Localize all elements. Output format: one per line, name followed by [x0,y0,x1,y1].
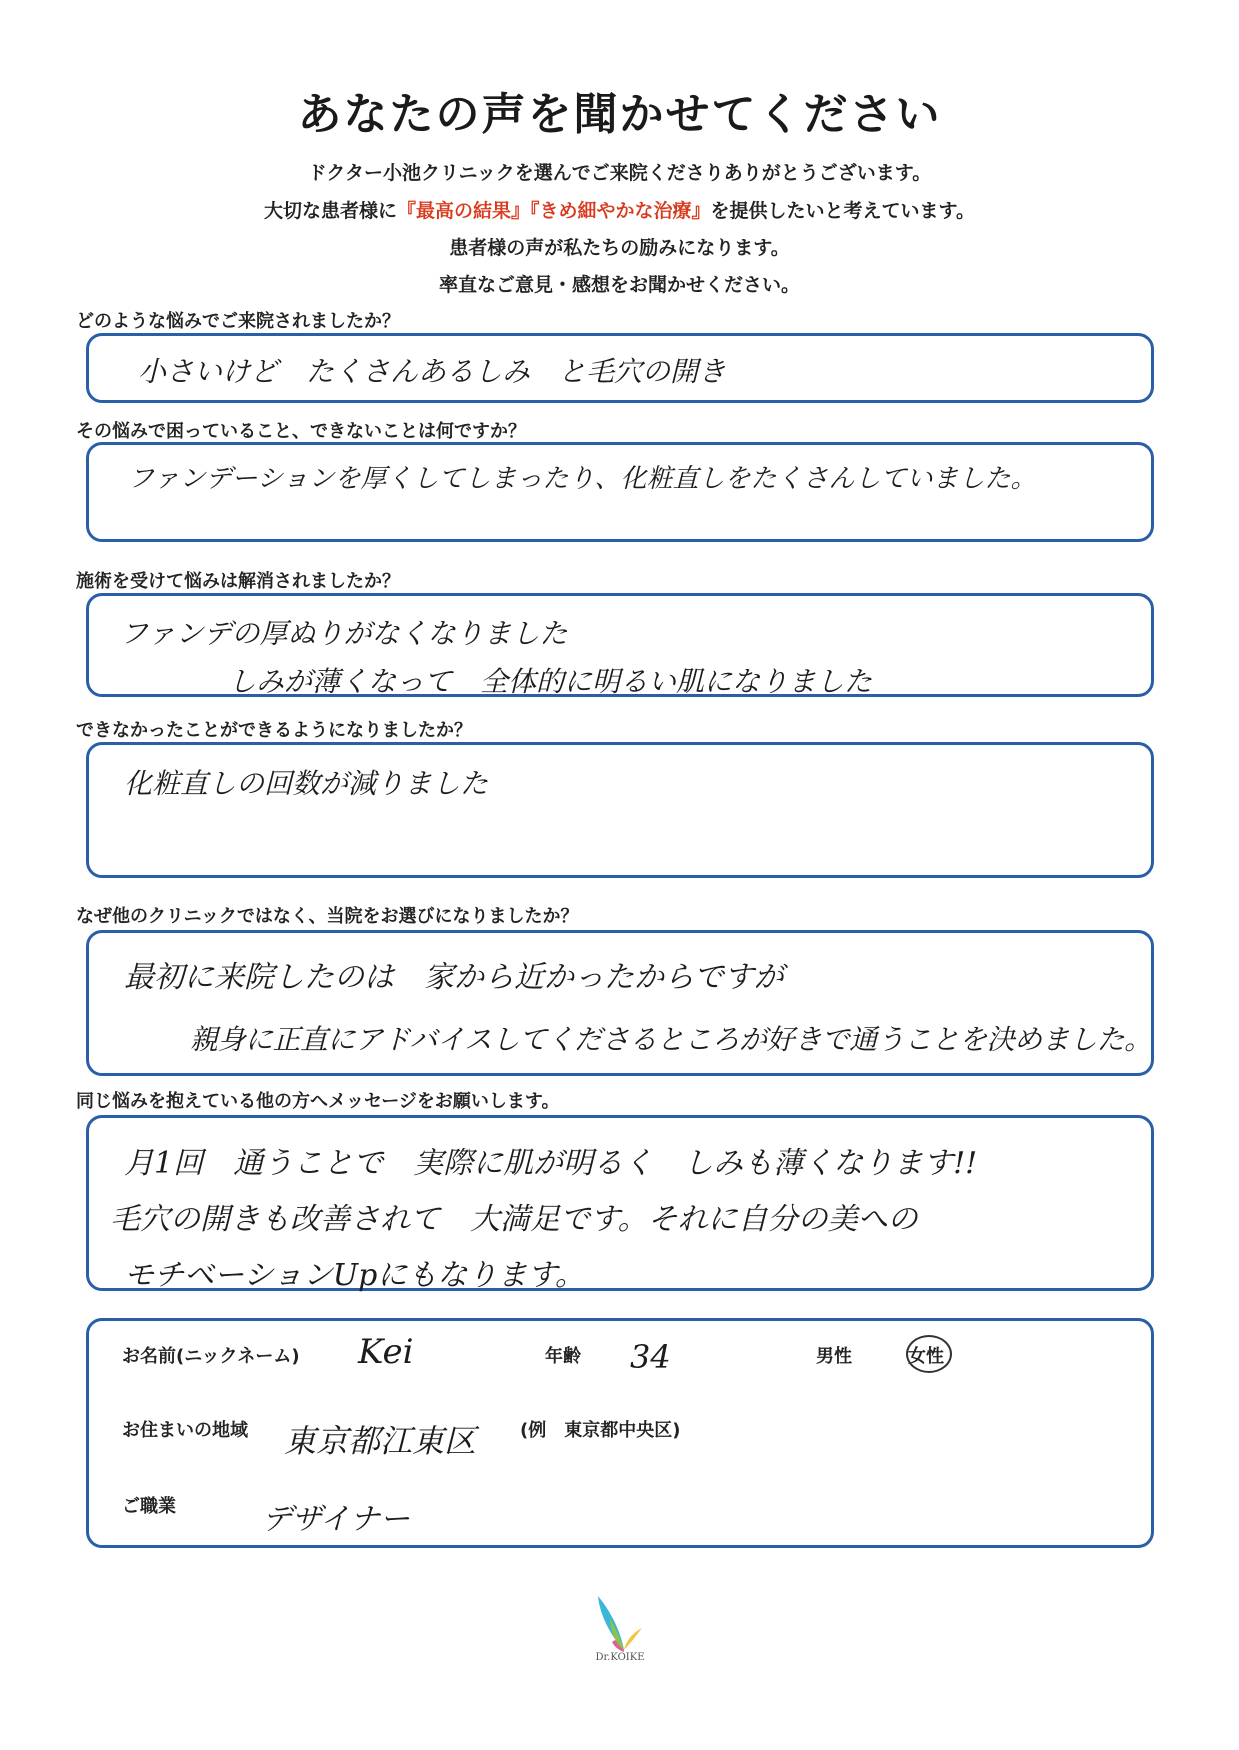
job-label: ご職業 [122,1496,176,1517]
page-title: あなたの声を聞かせてください [297,89,942,140]
question-3-label: 施術を受けて悩みは解消されましたか？ [76,571,400,592]
intro-line-2-pre: 大切な患者様に [263,200,397,222]
answer-6-line-1: 月1回 通うことで 実際に肌が明るく しみも薄くなります!! [124,1146,978,1181]
age-value: 34 [630,1338,671,1376]
age-label: 年齢 [545,1346,581,1367]
answer-3-line-2: しみが薄くなって 全体的に明るい肌になりました [228,665,873,698]
name-value: Kei [358,1332,414,1372]
area-value: 東京都江東区 [284,1422,477,1460]
answer-5-line-1: 最初に来院したのは 家から近かったからですが [124,960,784,995]
answer-6-line-3: モチベーションUpにもなります。 [124,1258,585,1293]
answer-2-line-1: ファンデーションを厚くしてしまったり、化粧直しをたくさんしていました。 [128,464,1037,494]
intro-line-2-highlight: 『最高の結果』『きめ細やかな治療』 [397,200,711,222]
female-selected-circle [906,1335,952,1373]
intro-line-2-post: を提供したいと考えています。 [710,200,975,222]
answer-6-line-2: 毛穴の開きも改善されて 大満足です。それに自分の美への [110,1202,918,1237]
question-6-label: 同じ悩みを抱えている他の方へメッセージをお願いします。 [76,1091,560,1112]
question-4-label: できなかったことができるようになりましたか？ [76,720,472,741]
name-label: お名前(ニックネーム) [122,1346,300,1367]
intro-line-2 [0,196,1239,223]
question-5-label: なぜ他のクリニックではなく、当院をお選びになりましたか？ [76,906,579,927]
answer-1-line-1: 小さいけど たくさんあるしみ と毛穴の開き [138,355,727,388]
area-example: (例 東京都中央区) [520,1420,681,1441]
intro-line-1: ドクター小池クリニックを選んでご来院くださりありがとうございます。 [307,162,932,184]
clinic-logo-icon [580,1588,660,1658]
area-label: お住まいの地域 [122,1420,248,1441]
answer-5-line-2: 親身に正直にアドバイスしてくださるところが好きで通うことを決めました。 [190,1023,1152,1056]
intro-line-4: 率直なご意見・感想をお聞かせください。 [438,274,800,296]
question-2-label: その悩みで困っていること、できないことは何ですか？ [76,421,526,442]
female-label: 女性 [908,1346,944,1367]
answer-4-line-1: 化粧直しの回数が減りました [124,767,489,800]
male-label: 男性 [816,1346,852,1367]
job-value: デザイナー [262,1502,410,1537]
logo-text: Dr.KOIKE [595,1652,645,1663]
answer-3-line-1: ファンデの厚ぬりがなくなりました [120,617,568,650]
question-1-label: どのような悩みでご来院されましたか？ [76,311,400,332]
intro-line-3: 患者様の声が私たちの励みになります。 [449,237,790,259]
